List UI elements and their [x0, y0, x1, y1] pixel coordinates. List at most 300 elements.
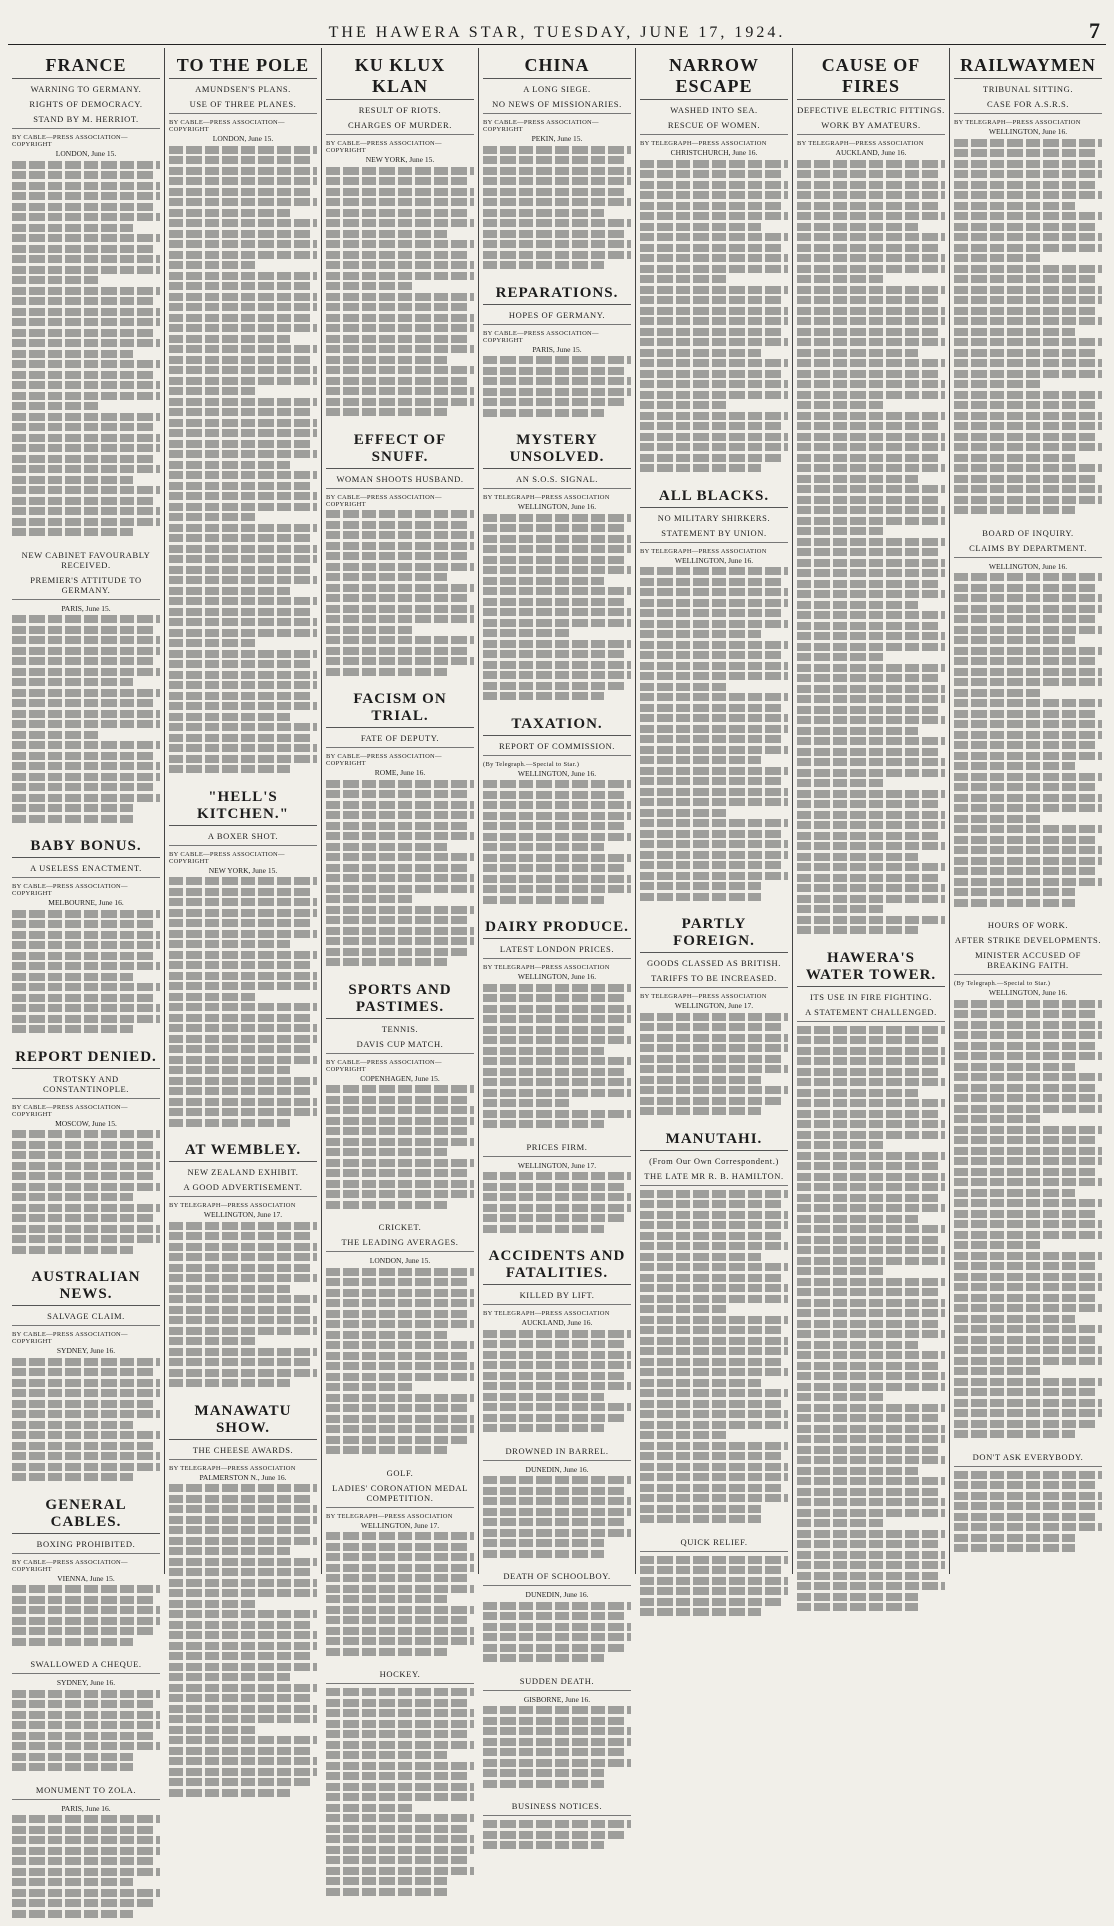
body-text-line	[797, 170, 939, 178]
body-text-line	[12, 1358, 160, 1366]
body-text-line	[483, 780, 631, 788]
body-text-line	[640, 1337, 788, 1345]
body-text-line	[640, 819, 788, 827]
body-text-line	[797, 1299, 945, 1307]
body-text-line	[169, 471, 317, 479]
body-text-line	[797, 769, 945, 777]
body-text-line	[640, 1221, 788, 1229]
body-text-line	[12, 1836, 160, 1844]
body-text-line	[326, 948, 468, 956]
body-text-line	[12, 1826, 154, 1834]
body-text-line	[326, 314, 474, 322]
body-text-line	[483, 650, 625, 658]
body-text-line	[483, 1518, 625, 1526]
body-text-line	[12, 528, 133, 536]
body-text-line	[12, 773, 160, 781]
body-text-line	[483, 1403, 631, 1411]
article-gap	[326, 1211, 474, 1217]
body-text-line	[169, 188, 311, 196]
body-text-line	[169, 618, 317, 626]
body-text-line	[12, 1421, 133, 1429]
body-text-line	[169, 1232, 311, 1240]
body-text-line	[169, 1087, 311, 1095]
article-headline: HAWERA'S WATER TOWER.	[797, 947, 945, 987]
body-text-line	[12, 192, 160, 200]
body-text-line	[640, 1347, 788, 1355]
body-text-line	[12, 910, 160, 918]
article	[326, 1222, 474, 1463]
body-text-line	[954, 485, 1102, 493]
body-text-line	[954, 636, 1075, 644]
body-text-line	[169, 1789, 290, 1797]
body-text-line	[797, 160, 945, 168]
body-text-line	[797, 1477, 945, 1485]
body-text-line	[326, 398, 474, 406]
body-text-line	[954, 1513, 1096, 1521]
article-gap	[483, 272, 631, 278]
body-text-line	[12, 1400, 154, 1408]
body-text-line	[169, 387, 255, 395]
article-subheading: GOODS CLASSED AS BRITISH.	[640, 958, 788, 968]
body-text-line	[640, 464, 761, 472]
body-text-line	[797, 1330, 945, 1338]
body-text-line	[483, 1706, 631, 1714]
body-text-line	[326, 366, 474, 374]
body-text-line	[954, 846, 1102, 854]
body-text-line	[169, 461, 290, 469]
body-text-line	[640, 275, 726, 283]
body-text-line	[483, 356, 631, 364]
body-text-line	[169, 1264, 311, 1272]
body-text-line	[483, 219, 631, 227]
body-text-line	[12, 234, 160, 242]
body-text-line	[483, 1057, 631, 1065]
body-text-line	[12, 794, 160, 802]
article-subheading: LADIES' CORONATION MEDAL COMPETITION.	[326, 1483, 474, 1508]
body-text-line	[483, 1330, 631, 1338]
body-text-line	[483, 629, 569, 637]
body-text-line	[954, 1052, 1102, 1060]
body-text-line	[12, 476, 133, 484]
body-text-line	[326, 626, 412, 634]
article-gap	[483, 1665, 631, 1671]
article-gap	[483, 703, 631, 709]
body-text-line	[797, 359, 945, 367]
body-text-line	[483, 1172, 631, 1180]
body-text-line	[12, 318, 160, 326]
body-text-line	[169, 1547, 290, 1555]
body-text-line	[483, 1089, 631, 1097]
body-text-line	[797, 653, 883, 661]
article-gap	[12, 1920, 160, 1926]
body-text-line	[640, 1013, 788, 1021]
body-text-line	[169, 877, 317, 885]
body-text-line	[169, 230, 311, 238]
body-text-line	[483, 1727, 631, 1735]
body-text-line	[326, 1637, 474, 1645]
body-text-line	[326, 1373, 474, 1381]
body-text-line	[169, 650, 317, 658]
body-text-line	[483, 146, 631, 154]
body-text-line	[954, 1210, 1096, 1218]
body-text-line	[954, 573, 1102, 581]
body-text-line	[640, 443, 788, 451]
body-text-line	[640, 1086, 788, 1094]
body-text-line	[797, 905, 883, 913]
body-text-line	[483, 1078, 631, 1086]
body-text-line	[483, 1026, 625, 1034]
body-text-line	[797, 779, 883, 787]
body-text-line	[640, 1305, 726, 1313]
body-text-line	[483, 156, 625, 164]
body-text-line	[12, 1606, 160, 1614]
body-text-line	[483, 398, 625, 406]
body-text-line	[640, 1389, 788, 1397]
body-text-line	[954, 741, 1096, 749]
body-text-line	[326, 1772, 468, 1780]
body-text-line	[797, 1110, 939, 1118]
body-text-line	[954, 307, 1096, 315]
body-text-line	[954, 899, 1075, 907]
body-text-line	[640, 567, 788, 575]
article-dateline: SYDNEY, June 16.	[12, 1678, 160, 1687]
body-text-line	[954, 1042, 1096, 1050]
body-text-line	[954, 1544, 1075, 1552]
body-text-line	[483, 230, 625, 238]
body-text-line	[326, 1825, 468, 1833]
article-gap	[640, 475, 788, 481]
body-text-line	[326, 1846, 474, 1854]
body-text-line	[326, 1096, 468, 1104]
body-text-line	[169, 692, 311, 700]
body-text-line	[640, 1065, 788, 1073]
body-text-line	[954, 1409, 1102, 1417]
article-headline: ACCIDENTS AND FATALITIES.	[483, 1245, 631, 1285]
article-subheading: MONUMENT TO ZOLA.	[12, 1785, 160, 1800]
article-byline: BY TELEGRAPH—PRESS ASSOCIATION	[483, 964, 631, 971]
body-text-line	[326, 1159, 474, 1167]
article-byline: BY CABLE—PRESS ASSOCIATION—COPYRIGHT	[483, 330, 631, 344]
body-text-line	[954, 1073, 1102, 1081]
body-text-line	[326, 958, 447, 966]
body-text-line	[326, 811, 474, 819]
body-text-line	[326, 1606, 474, 1614]
body-text-line	[483, 1487, 625, 1495]
body-text-line	[797, 1057, 945, 1065]
body-text-line	[169, 1119, 290, 1127]
body-text-line	[483, 1015, 631, 1023]
body-text-line	[797, 580, 939, 588]
article-gap	[326, 1658, 474, 1664]
body-text-line	[12, 1700, 154, 1708]
body-text-line	[169, 209, 290, 217]
body-text-line	[797, 1456, 945, 1464]
body-text-line	[326, 1553, 474, 1561]
body-text-line	[797, 1215, 918, 1223]
body-text-line	[326, 1793, 474, 1801]
body-text-line	[640, 1484, 782, 1492]
body-text-line	[797, 1351, 945, 1359]
body-text-line	[640, 1566, 782, 1574]
article-subheading: HOCKEY.	[326, 1669, 474, 1684]
body-text-line	[797, 1089, 918, 1097]
column-4	[479, 48, 636, 1574]
body-text-line	[12, 1235, 160, 1243]
body-text-line	[797, 1341, 918, 1349]
article-headline: DAIRY PRODUCE.	[483, 916, 631, 939]
body-text-line	[640, 1034, 788, 1042]
body-text-line	[12, 360, 160, 368]
body-text-line	[169, 198, 317, 206]
body-text-line	[797, 1288, 939, 1296]
article-byline: BY TELEGRAPH—PRESS ASSOCIATION	[640, 548, 788, 555]
body-text-line	[640, 1263, 788, 1271]
body-text-line	[326, 1648, 447, 1656]
body-text-line	[797, 1131, 945, 1139]
body-text-line	[12, 1204, 160, 1212]
article-dateline: WELLINGTON, June 17.	[640, 1001, 788, 1010]
body-text-line	[326, 864, 468, 872]
body-text-line	[797, 433, 945, 441]
article-gap	[326, 678, 474, 684]
article-gap	[954, 1555, 1102, 1561]
article	[169, 786, 317, 1136]
body-text-line	[797, 1530, 945, 1538]
article-subheading: DEATH OF SCHOOLBOY.	[483, 1571, 631, 1586]
body-text-line	[640, 641, 788, 649]
article	[797, 947, 945, 1620]
article	[483, 1446, 631, 1567]
body-text-line	[483, 1738, 631, 1746]
body-text-line	[640, 1097, 782, 1105]
body-text-line	[169, 1484, 317, 1492]
article-gap	[169, 776, 317, 782]
body-text-line	[483, 524, 625, 532]
body-text-line	[12, 920, 154, 928]
body-text-line	[326, 916, 468, 924]
body-text-line	[640, 788, 788, 796]
article-gap	[483, 1560, 631, 1566]
body-text-line	[326, 1616, 468, 1624]
body-text-line	[640, 1211, 788, 1219]
article	[483, 429, 631, 709]
body-text-line	[483, 1748, 625, 1756]
article-headline: FRANCE	[12, 52, 160, 79]
article-dateline: DUNEDIN, June 16.	[483, 1590, 631, 1599]
body-text-line	[640, 1274, 782, 1282]
body-text-line	[169, 1077, 317, 1085]
body-text-line	[326, 1751, 447, 1759]
body-text-line	[169, 898, 317, 906]
body-text-line	[640, 170, 782, 178]
body-text-line	[12, 994, 154, 1002]
body-text-line	[797, 863, 945, 871]
body-text-line	[640, 233, 788, 241]
article-byline: BY TELEGRAPH—PRESS ASSOCIATION	[169, 1202, 317, 1209]
article-subheading: NEW ZEALAND EXHIBIT.	[169, 1167, 317, 1177]
body-text-line	[326, 1404, 468, 1412]
body-text-line	[326, 510, 474, 518]
body-text-line	[483, 1005, 631, 1013]
body-text-line	[12, 710, 160, 718]
body-text-line	[169, 314, 311, 322]
body-text-line	[954, 1523, 1102, 1531]
body-text-line	[954, 1430, 1075, 1438]
body-text-line	[12, 213, 160, 221]
article-gap	[483, 1852, 631, 1858]
body-text-line	[12, 1721, 160, 1729]
body-text-line	[169, 324, 317, 332]
body-text-line	[169, 1274, 317, 1282]
body-text-line	[326, 1278, 468, 1286]
body-text-line	[640, 777, 782, 785]
column-5	[636, 48, 793, 1574]
article	[483, 1245, 631, 1441]
body-text-line	[797, 1068, 939, 1076]
article-gap	[326, 969, 474, 975]
body-text-line	[169, 1035, 317, 1043]
article	[326, 979, 474, 1218]
body-text-line	[483, 812, 631, 820]
article-subheading: AMUNDSEN'S PLANS.	[169, 84, 317, 94]
body-text-line	[169, 1253, 317, 1261]
body-text-line	[797, 464, 945, 472]
body-text-line	[326, 1148, 447, 1156]
body-text-line	[797, 748, 939, 756]
body-text-line	[797, 926, 918, 934]
body-text-line	[169, 1369, 317, 1377]
body-text-line	[640, 391, 788, 399]
article-byline: BY CABLE—PRESS ASSOCIATION—COPYRIGHT	[169, 119, 317, 133]
body-text-line	[12, 626, 154, 634]
article	[326, 688, 474, 975]
body-text-line	[954, 1157, 1102, 1165]
body-text-line	[640, 1410, 788, 1418]
body-text-line	[483, 1539, 604, 1547]
article-byline: BY TELEGRAPH—PRESS ASSOCIATION	[326, 1513, 474, 1520]
body-text-line	[326, 335, 468, 343]
body-text-line	[640, 840, 788, 848]
body-text-line	[797, 685, 945, 693]
body-text-line	[640, 1190, 788, 1198]
body-text-line	[797, 1278, 945, 1286]
body-text-line	[169, 713, 290, 721]
body-text-line	[12, 1246, 133, 1254]
body-text-line	[326, 282, 412, 290]
article-dateline: NEW YORK, June 15.	[169, 866, 317, 875]
body-text-line	[483, 167, 631, 175]
body-text-line	[954, 878, 1102, 886]
body-text-line	[326, 1532, 474, 1540]
body-text-line	[12, 941, 160, 949]
article-subheading: THE LATE MR R. B. HAMILTON.	[640, 1171, 788, 1186]
article-subheading: RESULT OF RIOTS.	[326, 105, 474, 115]
body-text-line	[640, 412, 788, 420]
body-text-line	[169, 681, 317, 689]
article	[483, 713, 631, 913]
body-text-line	[169, 1652, 311, 1660]
body-text-line	[954, 1241, 1040, 1249]
article	[483, 1676, 631, 1797]
body-text-line	[797, 758, 945, 766]
body-text-line	[12, 931, 160, 939]
body-text-line	[12, 276, 98, 284]
body-text-line	[326, 1085, 474, 1093]
body-text-line	[640, 1044, 788, 1052]
body-text-line	[954, 720, 1102, 728]
body-text-line	[12, 455, 154, 463]
body-text-line	[797, 874, 939, 882]
article	[954, 528, 1102, 916]
body-text-line	[797, 832, 939, 840]
body-text-line	[169, 993, 255, 1001]
body-text-line	[12, 1868, 160, 1876]
body-text-line	[640, 1242, 788, 1250]
body-text-line	[954, 443, 1102, 451]
body-text-line	[640, 1023, 782, 1031]
body-text-line	[797, 527, 883, 535]
body-text-line	[483, 682, 625, 690]
body-text-line	[797, 265, 945, 273]
body-text-line	[954, 454, 1075, 462]
body-text-line	[326, 790, 468, 798]
body-text-line	[797, 674, 939, 682]
body-text-line	[954, 857, 1102, 865]
article-dateline: PARIS, June 15.	[483, 345, 631, 354]
article-subheading: TRIBUNAL SITTING.	[954, 84, 1102, 94]
body-text-line	[797, 1561, 945, 1569]
body-text-line	[169, 1024, 317, 1032]
body-text-line	[12, 1910, 133, 1918]
body-text-line	[640, 1421, 788, 1429]
body-text-line	[483, 1623, 631, 1631]
body-text-line	[12, 657, 154, 665]
article-gap	[326, 419, 474, 425]
body-text-line	[326, 521, 468, 529]
body-text-line	[326, 1169, 468, 1177]
body-text-line	[483, 1529, 631, 1537]
body-text-line	[483, 1382, 631, 1390]
body-text-line	[954, 1315, 1075, 1323]
body-text-line	[797, 1362, 939, 1370]
article-dateline: WELLINGTON, June 17.	[326, 1521, 474, 1530]
article-subheading: LATEST LONDON PRICES.	[483, 944, 631, 959]
article-gap	[954, 517, 1102, 523]
article-gap	[954, 1441, 1102, 1447]
body-text-line	[12, 1711, 160, 1719]
article-dateline: LONDON, June 15.	[12, 149, 160, 158]
body-text-line	[640, 798, 788, 806]
body-text-line	[797, 254, 945, 262]
article-subheading: PRICES FIRM.	[483, 1142, 631, 1157]
body-text-line	[797, 1425, 945, 1433]
article-gap	[483, 1235, 631, 1241]
body-text-line	[797, 853, 918, 861]
body-text-line	[169, 597, 317, 605]
body-text-line	[797, 517, 945, 525]
body-text-line	[640, 1253, 761, 1261]
body-text-line	[12, 350, 133, 358]
body-text-line	[483, 1769, 604, 1777]
body-text-line	[12, 1379, 160, 1387]
body-text-line	[797, 1099, 945, 1107]
body-text-line	[326, 1289, 474, 1297]
body-text-line	[326, 853, 474, 861]
body-text-line	[954, 836, 1096, 844]
body-text-line	[169, 982, 317, 990]
body-text-line	[483, 692, 604, 700]
body-text-line	[326, 542, 474, 550]
